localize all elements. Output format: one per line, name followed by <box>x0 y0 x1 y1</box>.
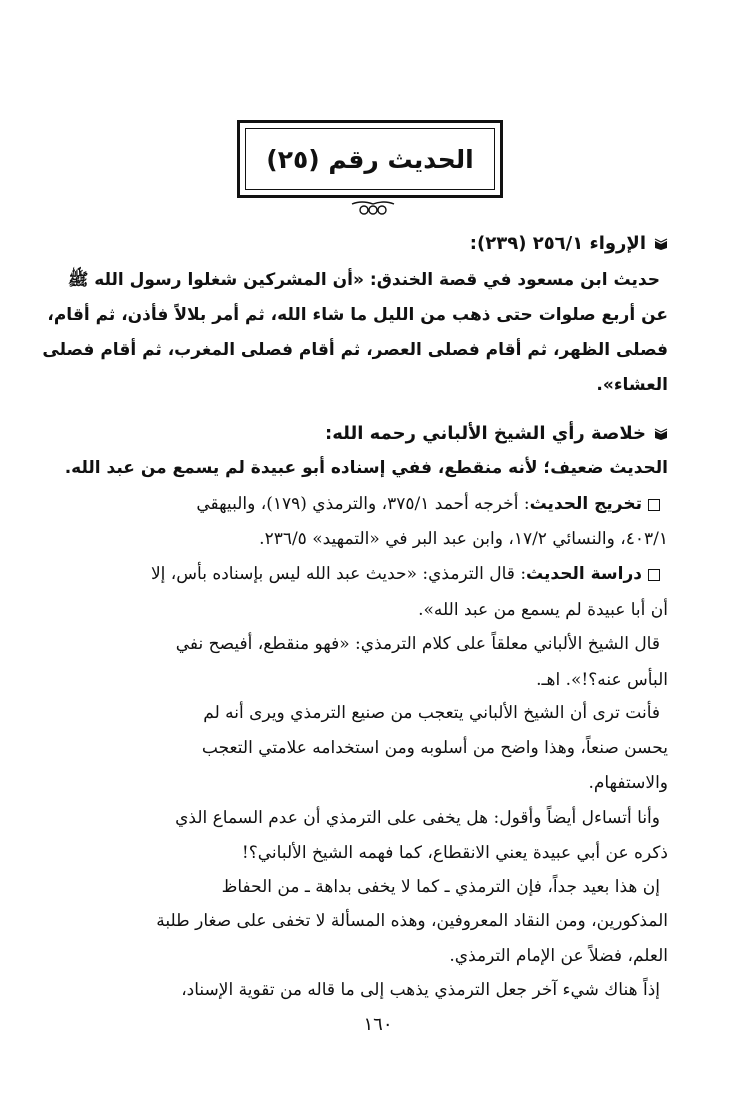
section-albani-heading-text: خلاصة رأي الشيخ الألباني رحمه الله: <box>325 423 646 444</box>
dirasa-text: : قال الترمذي: «حديث عبد الله ليس بإسناده بأس، إلا <box>150 564 527 584</box>
page-number: ١٦٠ <box>363 1014 393 1035</box>
body-line: البأس عنه؟!». اهـ. <box>536 670 668 690</box>
takhrij-line-2: ٤٠٣/١، والنسائي ١٧/٢، وابن عبد البر في «التمهيد» ٢٣٦/٥. <box>259 529 668 549</box>
section-irwa-heading-text: الإرواء ٢٥٦/١ (٢٣٩): <box>469 233 646 254</box>
body-line: والاستفهام. <box>588 773 668 793</box>
dirasa-line <box>66 564 660 584</box>
hadith-text-line: فصلى الظهر، ثم أقام فصلى العصر، ثم أقام فصلى المغرب، ثم أقام فصلى <box>42 340 668 360</box>
body-line: فأنت ترى أن الشيخ الألباني يتعجب من صنيع الترمذي ويرى أنه لم <box>203 703 660 723</box>
body-line: ذكره عن أبي عبيدة يعني الانقطاع، كما فهمه الشيخ الألباني؟! <box>241 843 668 863</box>
body-line: قال الشيخ الألباني معلقاً على كلام الترمذي: «فهو منقطع، أفيصح نفي <box>175 634 660 654</box>
book-icon <box>654 428 668 440</box>
takhrij-label: تخريج الحديث <box>529 494 642 514</box>
section-albani-heading <box>66 423 668 444</box>
takhrij-text: : أخرجه أحمد ٣٧٥/١، والترمذي (١٧٩)، والبيهقي <box>196 494 530 514</box>
hadith-text-line: عن أربع صلوات حتى ذهب من الليل ما شاء الله، ثم أمر بلالاً فأذن، ثم أقام، <box>47 305 668 325</box>
hadith-text-line: العشاء». <box>596 375 668 395</box>
takhrij-line <box>66 494 660 514</box>
square-bullet-icon <box>648 569 660 581</box>
dirasa-label: دراسة الحديث <box>526 564 642 584</box>
dirasa-line-2: أن أبا عبيدة لم يسمع من عبد الله». <box>418 600 668 620</box>
body-line: إذاً هناك شيء آخر جعل الترمذي يذهب إلى ما قاله من تقوية الإسناد، <box>181 980 660 1000</box>
body-line: يحسن صنعاً، وهذا واضح من أسلوبه ومن استخدامه علامتي التعجب <box>201 738 668 758</box>
title-frame <box>237 120 503 198</box>
ornament-icon <box>350 198 396 218</box>
hadith-text-line: حديث ابن مسعود في قصة الخندق: «أن المشركين شغلوا رسول الله ﷺ <box>67 270 660 290</box>
body-line: وأنا أتساءل أيضاً وأقول: هل يخفى على الترمذي أن عدم السماع الذي <box>175 808 660 828</box>
book-icon <box>654 238 668 250</box>
body-line: إن هذا بعيد جداً، فإن الترمذي ـ كما لا يخفى بداهة ـ من الحفاظ <box>221 877 660 897</box>
square-bullet-icon <box>648 499 660 511</box>
hadith-title: الحديث رقم (٢٥) <box>266 145 474 174</box>
body-line: المذكورين، ومن النقاد المعروفين، وهذه المسألة لا تخفى على صغار طلبة <box>156 911 668 931</box>
albani-summary: الحديث ضعيف؛ لأنه منقطع، ففي إسناده أبو عبيدة لم يسمع من عبد الله. <box>64 458 668 478</box>
body-line: العلم، فضلاً عن الإمام الترمذي. <box>449 946 668 966</box>
section-irwa-heading <box>66 233 668 254</box>
